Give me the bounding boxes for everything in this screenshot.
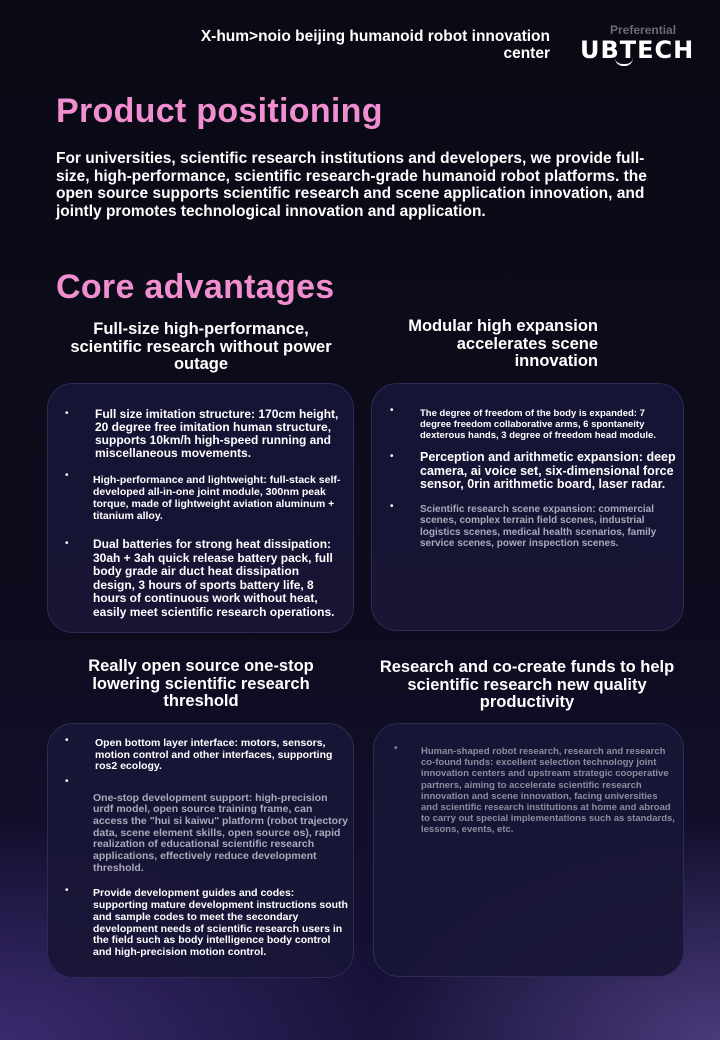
list-item: • High-performance and lightweight: full-stack self-developed all-in-one joint module, 300nm peak torque, made of lightweight aviation aluminum + titanium alloy. [65,470,341,522]
card-title-open-source: Really open source one-stop lowering scientific research threshold [88,657,314,710]
list-item: • Scientific research scene expansion: commercial scenes, complex terrain field scenes, industrial logistics scenes, medical health scenarios, family service scenes, power inspection scenes. [390,500,657,549]
card-open-source [47,723,354,978]
list-item: • One-stop development support: high-precision urdf model, open source training frame, can access the "hui si kaiwu" platform (robot trajectory data, scene element skills, open source os), rapid realization of educational scientific research applications, effectively reduce development threshold. [65,775,349,874]
list-item: • Human-shaped robot research, research and research co-found funds: excellent selection technology joint innovation centers and upstream strategic cooperative partners, aiming to accelerate scientific research innovation and scene innovation, facing universities and scientific research institutions at home and abroad to carry out special implementations such as standards, lessons, events, etc. [394,743,675,836]
core-advantages-heading: Core advantages [56,268,335,306]
product-positioning-heading: Product positioning [56,92,383,130]
list-item: • The degree of freedom of the body is expanded: 7 degree freedom collaborative arms, 6 spontaneity dexterous hands, 3 degree of freedom head module. [390,405,656,441]
list-item: • Provide development guides and codes: supporting mature development instructions south and sample codes to meet the secondary development needs of scientific research users in the field such as body intelligence body control and high-precision motion control. [65,885,348,958]
card-full-size [47,383,354,633]
card-modular [371,383,684,631]
card-title-modular: Modular high expansion accelerates scene innovation [408,317,598,370]
ubtech-logo: UBTECH [580,36,695,64]
logo-smile-mark [615,58,633,66]
list-item: • Dual batteries for strong heat dissipation: 30ah + 3ah quick release battery pack, full body grade air duct heat dissipation design, 3 hours of sports battery life, 8 hours of continuous work without heat, easily meet scientific research operations. [65,537,335,619]
card-research-funds [373,723,684,977]
logo-tagline: Preferential [610,23,677,37]
list-item: • Open bottom layer interface: motors, sensors, motion control and other interfaces, supporting ros2 ecology. [65,735,333,772]
list-item: • Perception and arithmetic expansion: deep camera, ai voice set, six-dimensional force sensor, 0rin arithmetic board, laser radar. [390,450,676,491]
card-title-research-funds: Research and co-create funds to help scientific research new quality productivity [379,658,675,711]
header-title: X-hum>noio beijing humanoid robot innovation center [200,28,550,62]
product-positioning-text: For universities, scientific research institutions and developers, we provide full-size, high-performance, scientific research-grade humanoid robot platforms. the open source supports scientific research and scene application innovation, and jointly promotes technological innovation and application. [56,150,647,220]
card-title-full-size: Full-size high-performance, scientific research without power outage [70,320,332,373]
list-item: • Full size imitation structure: 170cm height, 20 degree free imitation human structure, supports 10km/h high-speed running and miscellaneous movements. [65,407,339,460]
